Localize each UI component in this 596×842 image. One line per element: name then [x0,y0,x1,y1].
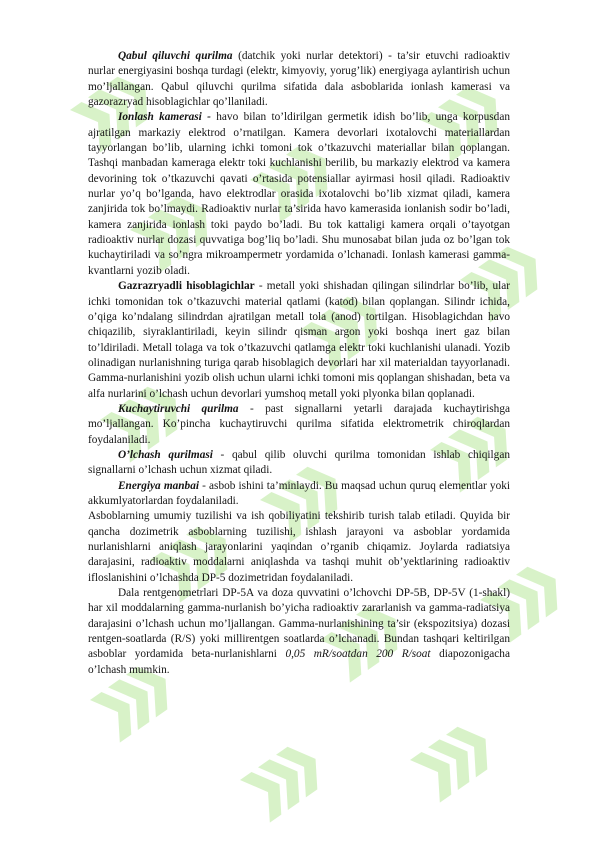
term-gazrazryadli-hisoblagichlar: Gazrazryadli hisoblagichlar [118,280,255,293]
paragraph-text: havo bilan to’ldirilgan germetik idish bo’lib, unga korpusdan ajratilgan markaziy elektrod o’rnatilgan. Kamera devorlari ixotalovchi materiallardan tayyorlangan bo’lib, ularning ichki tomoni tok o’tkazuvchi materiallar bilan qoplangan. Tashqi manbadan kameraga elektr toki kuchlanishi berilib, bu markaziy elektrod va kamera devorining tok o’tkazuvchi qavati o’rtasida potensiallar ayirmasi hosil qiladi. Radioaktiv nurlar yo’q bo’lganda, havo elektrodlar orasida ixotalovchi bo’lib xizmat qiladi, kamera zanjirida tok bo’lmaydi. Radioaktiv nurlar ta’sirida havo kamerasida ionlanish sodir bo’ladi, kamera zanjirida ionlash toki paydo bo’ladi. Bu tok kattaligi kamera orqali o’tayotgan radioaktiv nurlar dozasi quvvatiga bog’liq bo’ladi. Shu munosabat bilan juda oz bo’lgan tok kuchaytiriladi va so’ngra mikroampermetr yordamida o’lchanadi. Ionlash kamerasi gamma-kvantlarni yozib oladi. [88,111,510,277]
watermark-chevron [258,750,312,810]
paragraph-text: - asbob ishini ta’minlaydi. Bu maqsad uchun quruq elementlar yoki akkumlyatorlardan foydalaniladi. [88,479,511,507]
paragraph-text: - qabul qilib oluvchi qurilma tomonidan ishlab chiqilgan signallarni o’lchash uchun xizmat qiladi. [88,448,510,477]
watermark-chevron [428,730,482,790]
measurement-range: 0,05 mR/soatdan 200 R/soat [285,648,431,661]
watermark-chevron [240,763,294,823]
term-qabul-qiluvchi-qurilma: Qabul qiluvchi qurilma [118,50,233,62]
paragraph-text: Dala rentgenometrlari DP-5A va doza quvvatini o’lchovchi DP-5B, DP-5V (1-shakl) har xil moddalarning gamma-nurlanish bo’yicha radioaktiv zararlanish va gamma-radiatsiya darajasini o’lchash uchun mo’ljallangan. Gamma-nurlanishining ta’sir (ekspozitsiya) dozasi rentgen-soatlarda (R/S) yoki millirentgen soatlarda o’lchanadi. Bundan tashqari keltirilgan asboblar yordamida beta-nurlanishlarni [88,587,510,661]
paragraph-gazrazryadli-hisoblagichlar [88,279,510,402]
paragraph-asboblar [88,509,510,586]
watermark-chevron [446,718,500,778]
paragraph-olchash-qurilmasi [88,448,510,479]
watermark-chevron [108,670,162,730]
term-olchash-qurilmasi: O’lchash qurilmasi [118,448,213,461]
paragraph-ionlash-kamerasi [88,110,510,279]
watermark-chevron [516,558,570,618]
term-energiya-manbai: Energiya manbai [118,479,199,492]
document-page [88,49,510,678]
watermark-chevron [90,683,144,743]
paragraph-energiya-manbai [88,479,510,510]
paragraph-dala-rentgenometrlari [88,586,510,678]
paragraph-kuchaytiruvchi-qurilma [88,402,510,448]
paragraph-tail: diapozonigacha o’lchash mumkin. [88,648,510,676]
paragraph-text: - past signallarni yetarli darajada kuchaytirishga mo’ljallangan. Ko’pincha kuchaytiruvchi qurilma sifatida elektrometrik chiroqlardan foydalaniladi. [88,402,510,446]
paragraph-text: (datchik yoki nurlar detektori) - ta’sir etuvchi radioaktiv nurlar energiyasini boshqa turdagi (elektr, kimyoviy, yorug’lik) energiyaga aylantirish uchun mo’ljallangan. Qabul qiluvchi qurilma sifatida dala asboblarida ionlash kamerasi va gazorazryad hisoblagichlar qo’llaniladi. [88,50,510,109]
paragraph-text: - metall yoki shishadan qilingan silindrlar bo’lib, ular ichki tomonidan tok o’tkazuvchi material qatlami (katod) bilan qoplangan. Silindr ichida, o’qiga ko’ndalang silindrdan ajratilgan metall tola (anod) tortilgan. Hisoblagichdan havo chiqazilib, siyraklantiriladi, keyin silindr qisman argon yoki boshqa inert gaz bilan to’ldiriladi. Metall tolaga va tok o’tkazuvchi qatlamga elektr toki kuchlanishi ulanadi. Yozib olinadigan nurlanishning turiga qarab hisoblagich devorlari har xil materialdan tayyorlanadi. Gamma-nurlanishini yozib olish uchun ularni ichki tomoni mis qoplangan shishadan, beta va alfa nurlarini o’lchash uchun devorlari yumshoq metall yoki plyonka bilan qoplanadi. [88,280,511,400]
paragraph-qabul-qiluvchi-qurilma [88,49,510,110]
watermark-chevron [276,738,330,798]
paragraph-text: Asboblarning umumiy tuzilishi va ish qobiliyatini tekshirib turish talab etiladi. Quyida bir qancha dozimetrik asboblarning tuzilishi, ishlash jarayoni va asboblar yordamida nurlanishlarni aniqlash jarayonlarini yaqindan o’rganib chiqamiz. Joylarda radiatsiya darajasini, radioaktiv moddalarni aniqlashda va tashqi muhit ob’yektlarining radioaktiv ifloslanishini o’lchashda DP-5 dozimetridan foydalaniladi. [88,510,510,584]
watermark-arrow-group [410,718,500,803]
watermark-arrow-group [240,738,330,823]
term-ionlash-kamerasi: Ionlash kamerasi - [118,111,211,124]
term-kuchaytiruvchi-qurilma: Kuchaytiruvchi qurilma [118,402,239,415]
watermark-chevron [410,743,464,803]
